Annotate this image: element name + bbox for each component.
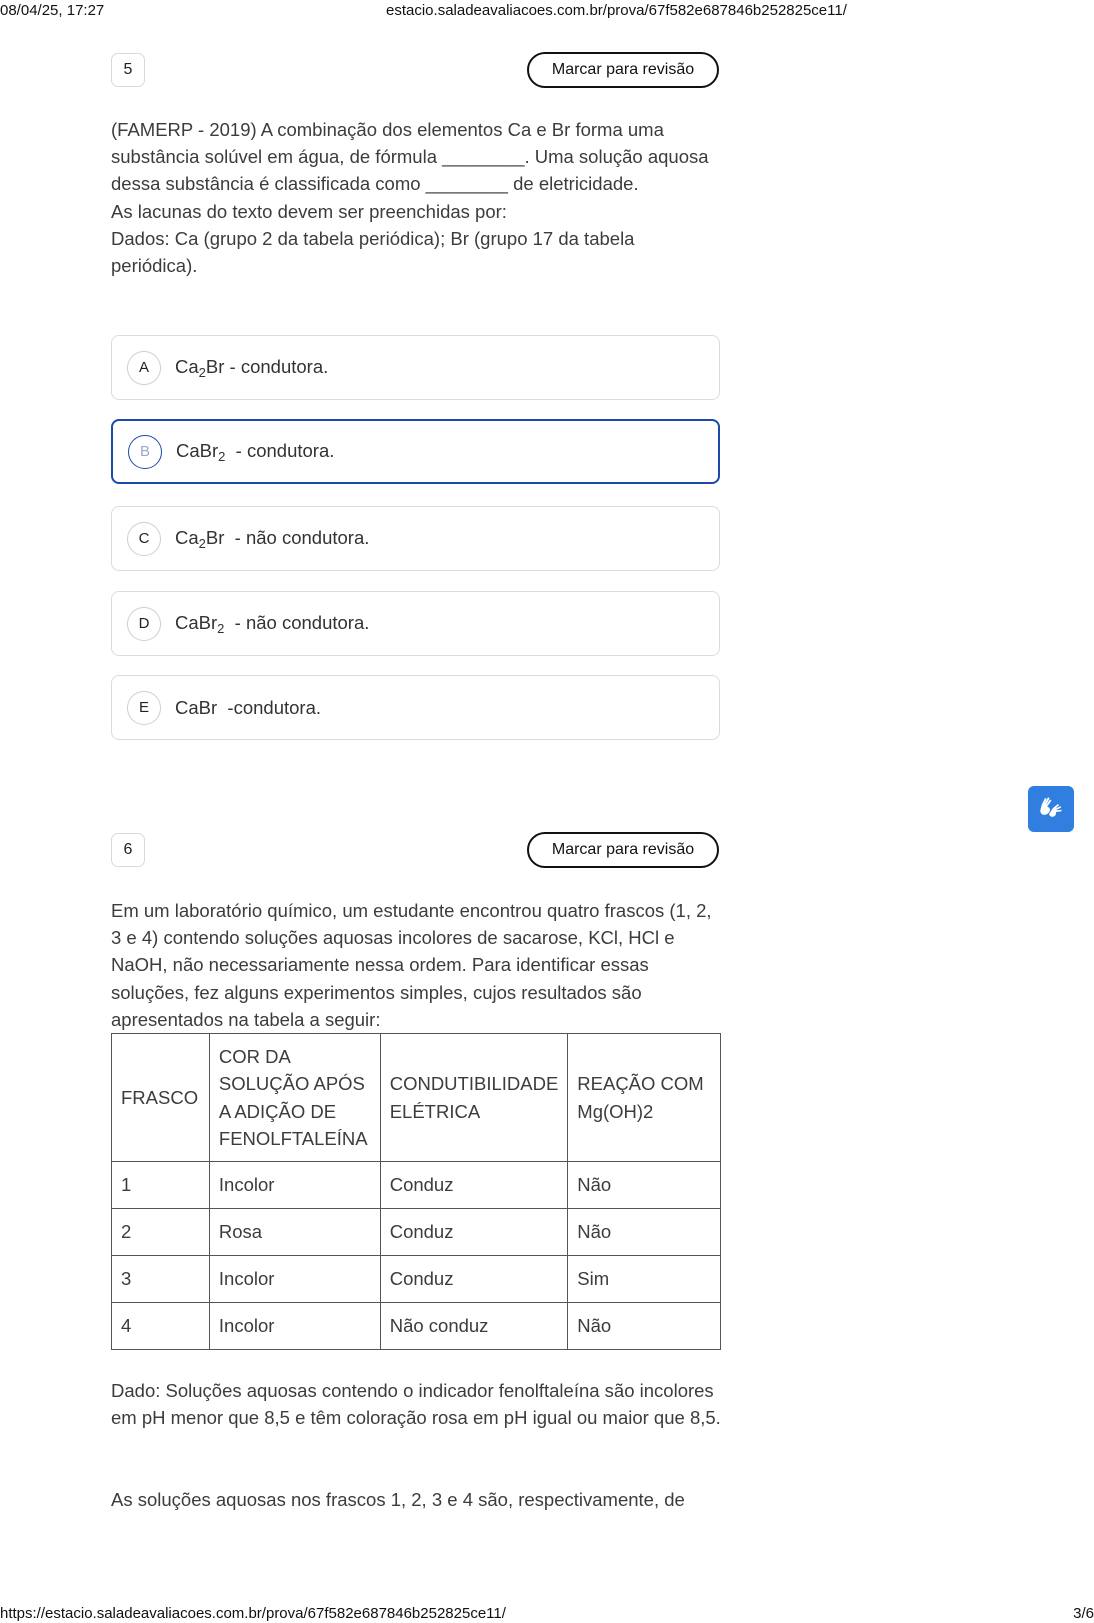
table-cell: 3 (112, 1256, 210, 1303)
table-cell: Conduz (380, 1209, 568, 1256)
option-letter: B (128, 435, 162, 469)
mark-for-review-button-q6[interactable]: Marcar para revisão (527, 832, 719, 868)
table-cell: Não conduz (380, 1303, 568, 1350)
question-5-paragraph: (FAMERP - 2019) A combinação dos elementos Ca e Br forma uma substância solúvel em água, de fórmula ________. Uma solução aquosa dessa substância é classificada como ________ de eletricidade. (111, 119, 709, 195)
table-cell: Conduz (380, 1162, 568, 1209)
option-text: $Ca_2Br$ - condutora. (175, 355, 329, 380)
mark-for-review-button-q5[interactable]: Marcar para revisão (527, 52, 719, 88)
table-header-cell: COR DA SOLUÇÃO APÓS A ADIÇÃO DE FENOLFTALEÍNA (209, 1034, 380, 1162)
option-text: $Ca_2Br$ - não condutora. (175, 526, 370, 551)
question-number-5: 5 (111, 53, 145, 87)
print-datetime: 08/04/25, 17:27 (0, 1, 105, 19)
question-5-paragraph: As lacunas do texto devem ser preenchidas por: (111, 200, 507, 222)
print-header (0, 0, 1094, 20)
table-cell: Incolor (209, 1162, 380, 1209)
table-cell: Não (568, 1209, 721, 1256)
table-cell: Rosa (209, 1209, 380, 1256)
print-footer (0, 1603, 1094, 1623)
option-text: CaBr -condutora. (175, 696, 322, 718)
option-text: CaBr$_2$ - condutora. (176, 439, 335, 464)
table-cell: Incolor (209, 1303, 380, 1350)
table-cell: Não (568, 1303, 721, 1350)
print-footer-url: https://estacio.saladeavaliacoes.com.br/prova/67f582e687846b252825ce11/ (0, 1604, 506, 1622)
option-letter: C (127, 522, 161, 556)
table-header-row (112, 1034, 721, 1162)
question-6-closing: As soluções aquosas nos frascos 1, 2, 3 e 4 são, respectivamente, de (111, 1489, 685, 1510)
option-d[interactable] (111, 591, 720, 656)
table-cell: 2 (112, 1209, 210, 1256)
table-header-cell: FRASCO (112, 1034, 210, 1162)
table-row (112, 1303, 721, 1350)
experiment-results-table (111, 1033, 721, 1350)
table-row (112, 1209, 721, 1256)
option-c[interactable] (111, 506, 720, 571)
option-e[interactable] (111, 675, 720, 740)
table-cell: 4 (112, 1303, 210, 1350)
option-letter: A (127, 351, 161, 385)
table-cell: Incolor (209, 1256, 380, 1303)
print-page-number: 3/6 (1073, 1604, 1094, 1622)
question-5-text (111, 116, 721, 279)
question-6-note: Dado: Soluções aquosas contendo o indicador fenolftaleína são incolores em pH menor que 8,5 e têm coloração rosa em pH igual ou maior que 8,5. (111, 1380, 721, 1429)
table-cell: 1 (112, 1162, 210, 1209)
option-letter: D (127, 607, 161, 641)
table-row (112, 1256, 721, 1303)
table-header-cell: REAÇÃO COM Mg(OH)2 (568, 1034, 721, 1162)
option-b-selected[interactable] (111, 419, 720, 484)
table-row (112, 1162, 721, 1209)
question-5-paragraph: Dados: Ca (grupo 2 da tabela periódica); Br (grupo 17 da tabela periódica). (111, 227, 635, 277)
table-cell: Não (568, 1162, 721, 1209)
option-letter: E (127, 691, 161, 725)
accessibility-button[interactable] (1028, 786, 1074, 832)
table-header-cell: CONDUTIBILIDADE ELÉTRICA (380, 1034, 568, 1162)
question-6-intro: Em um laboratório químico, um estudante encontrou quatro frascos (1, 2, 3 e 4) contendo soluções aquosas incolores de sacarose, KCl, HCl e NaOH, não necessariamente nessa ordem. Para identificar essas soluções, fez alguns experimentos simples, cujos resultados são apresentados na tabela a seguir: (111, 900, 712, 1030)
table-cell: Sim (568, 1256, 721, 1303)
print-header-url: estacio.saladeavaliacoes.com.br/prova/67f582e687846b252825ce11/ (386, 1, 847, 19)
option-text: CaBr$_2$ - não condutora. (175, 611, 370, 636)
sign-language-hands-icon (1036, 794, 1066, 824)
table-cell: Conduz (380, 1256, 568, 1303)
question-number-6: 6 (111, 833, 145, 867)
option-a[interactable] (111, 335, 720, 400)
